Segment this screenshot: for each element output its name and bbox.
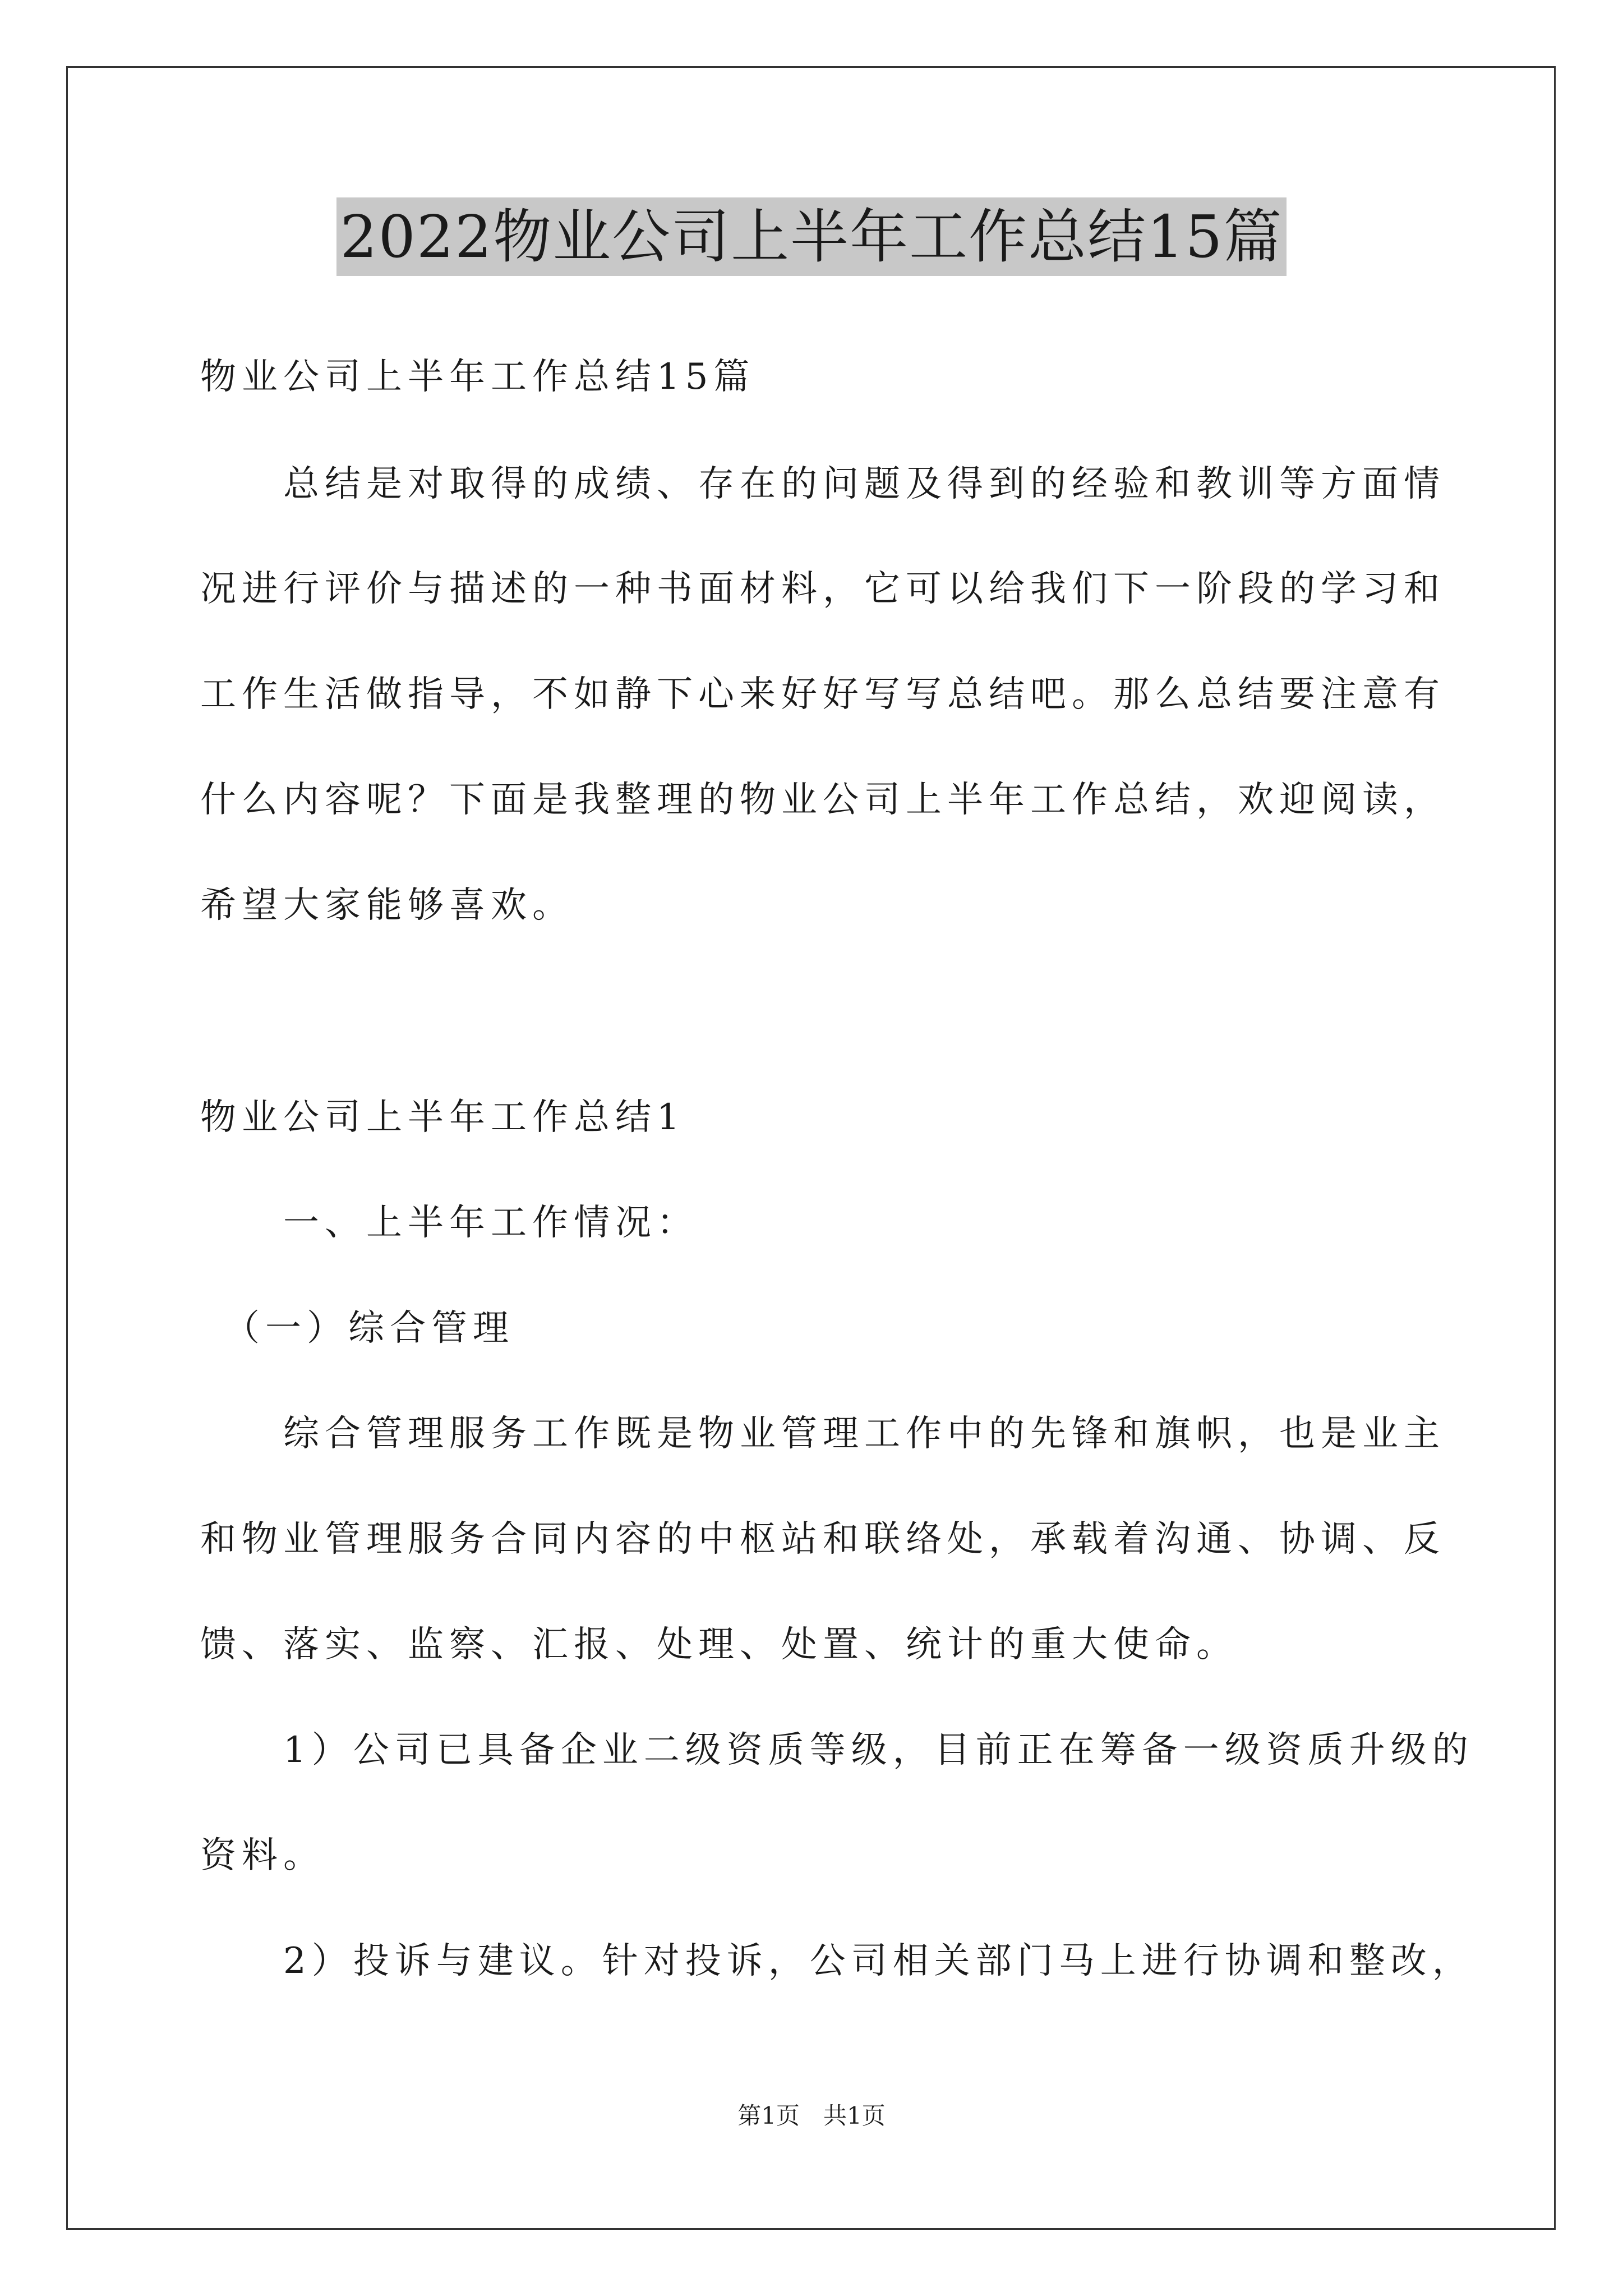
paragraph-line: 工作生活做指导，不如静下心来好好写写总结吧。那么总结要注意有 bbox=[200, 674, 1445, 715]
paragraph-line: 1）公司已具备企业二级资质等级，目前正在筹备一级资质升级的 bbox=[200, 1729, 1474, 1771]
paragraph-line: 什么内容呢？下面是我整理的物业公司上半年工作总结，欢迎阅读， bbox=[200, 779, 1445, 821]
paragraph-line: 2）投诉与建议。针对投诉，公司相关部门马上进行协调和整改， bbox=[200, 1940, 1474, 1982]
paragraph-line: 资料。 bbox=[200, 1835, 325, 1876]
section-heading: 物业公司上半年工作总结1 bbox=[200, 1097, 685, 1138]
section-subheading: （一）综合管理 bbox=[200, 1308, 514, 1349]
subtitle-line: 物业公司上半年工作总结15篇 bbox=[200, 356, 755, 398]
paragraph-line: 综合管理服务工作既是物业管理工作中的先锋和旗帜，也是业主 bbox=[200, 1413, 1445, 1455]
title-container bbox=[0, 197, 1623, 276]
paragraph-line: 希望大家能够喜欢。 bbox=[200, 885, 574, 926]
page-footer: 第1页 共1页 bbox=[737, 2102, 886, 2129]
paragraph-line: 况进行评价与描述的一种书面材料，它可以给我们下一阶段的学习和 bbox=[200, 568, 1445, 610]
section-subheading: 一、上半年工作情况： bbox=[200, 1202, 698, 1244]
document-title: 2022物业公司上半年工作总结15篇 bbox=[336, 197, 1286, 276]
paragraph-line: 馈、落实、监察、汇报、处理、处置、统计的重大使命。 bbox=[200, 1624, 1238, 1665]
paragraph-line: 总结是对取得的成绩、存在的问题及得到的经验和教训等方面情 bbox=[200, 463, 1445, 505]
paragraph-line: 和物业管理服务合同内容的中枢站和联络处，承载着沟通、协调、反 bbox=[200, 1519, 1445, 1560]
